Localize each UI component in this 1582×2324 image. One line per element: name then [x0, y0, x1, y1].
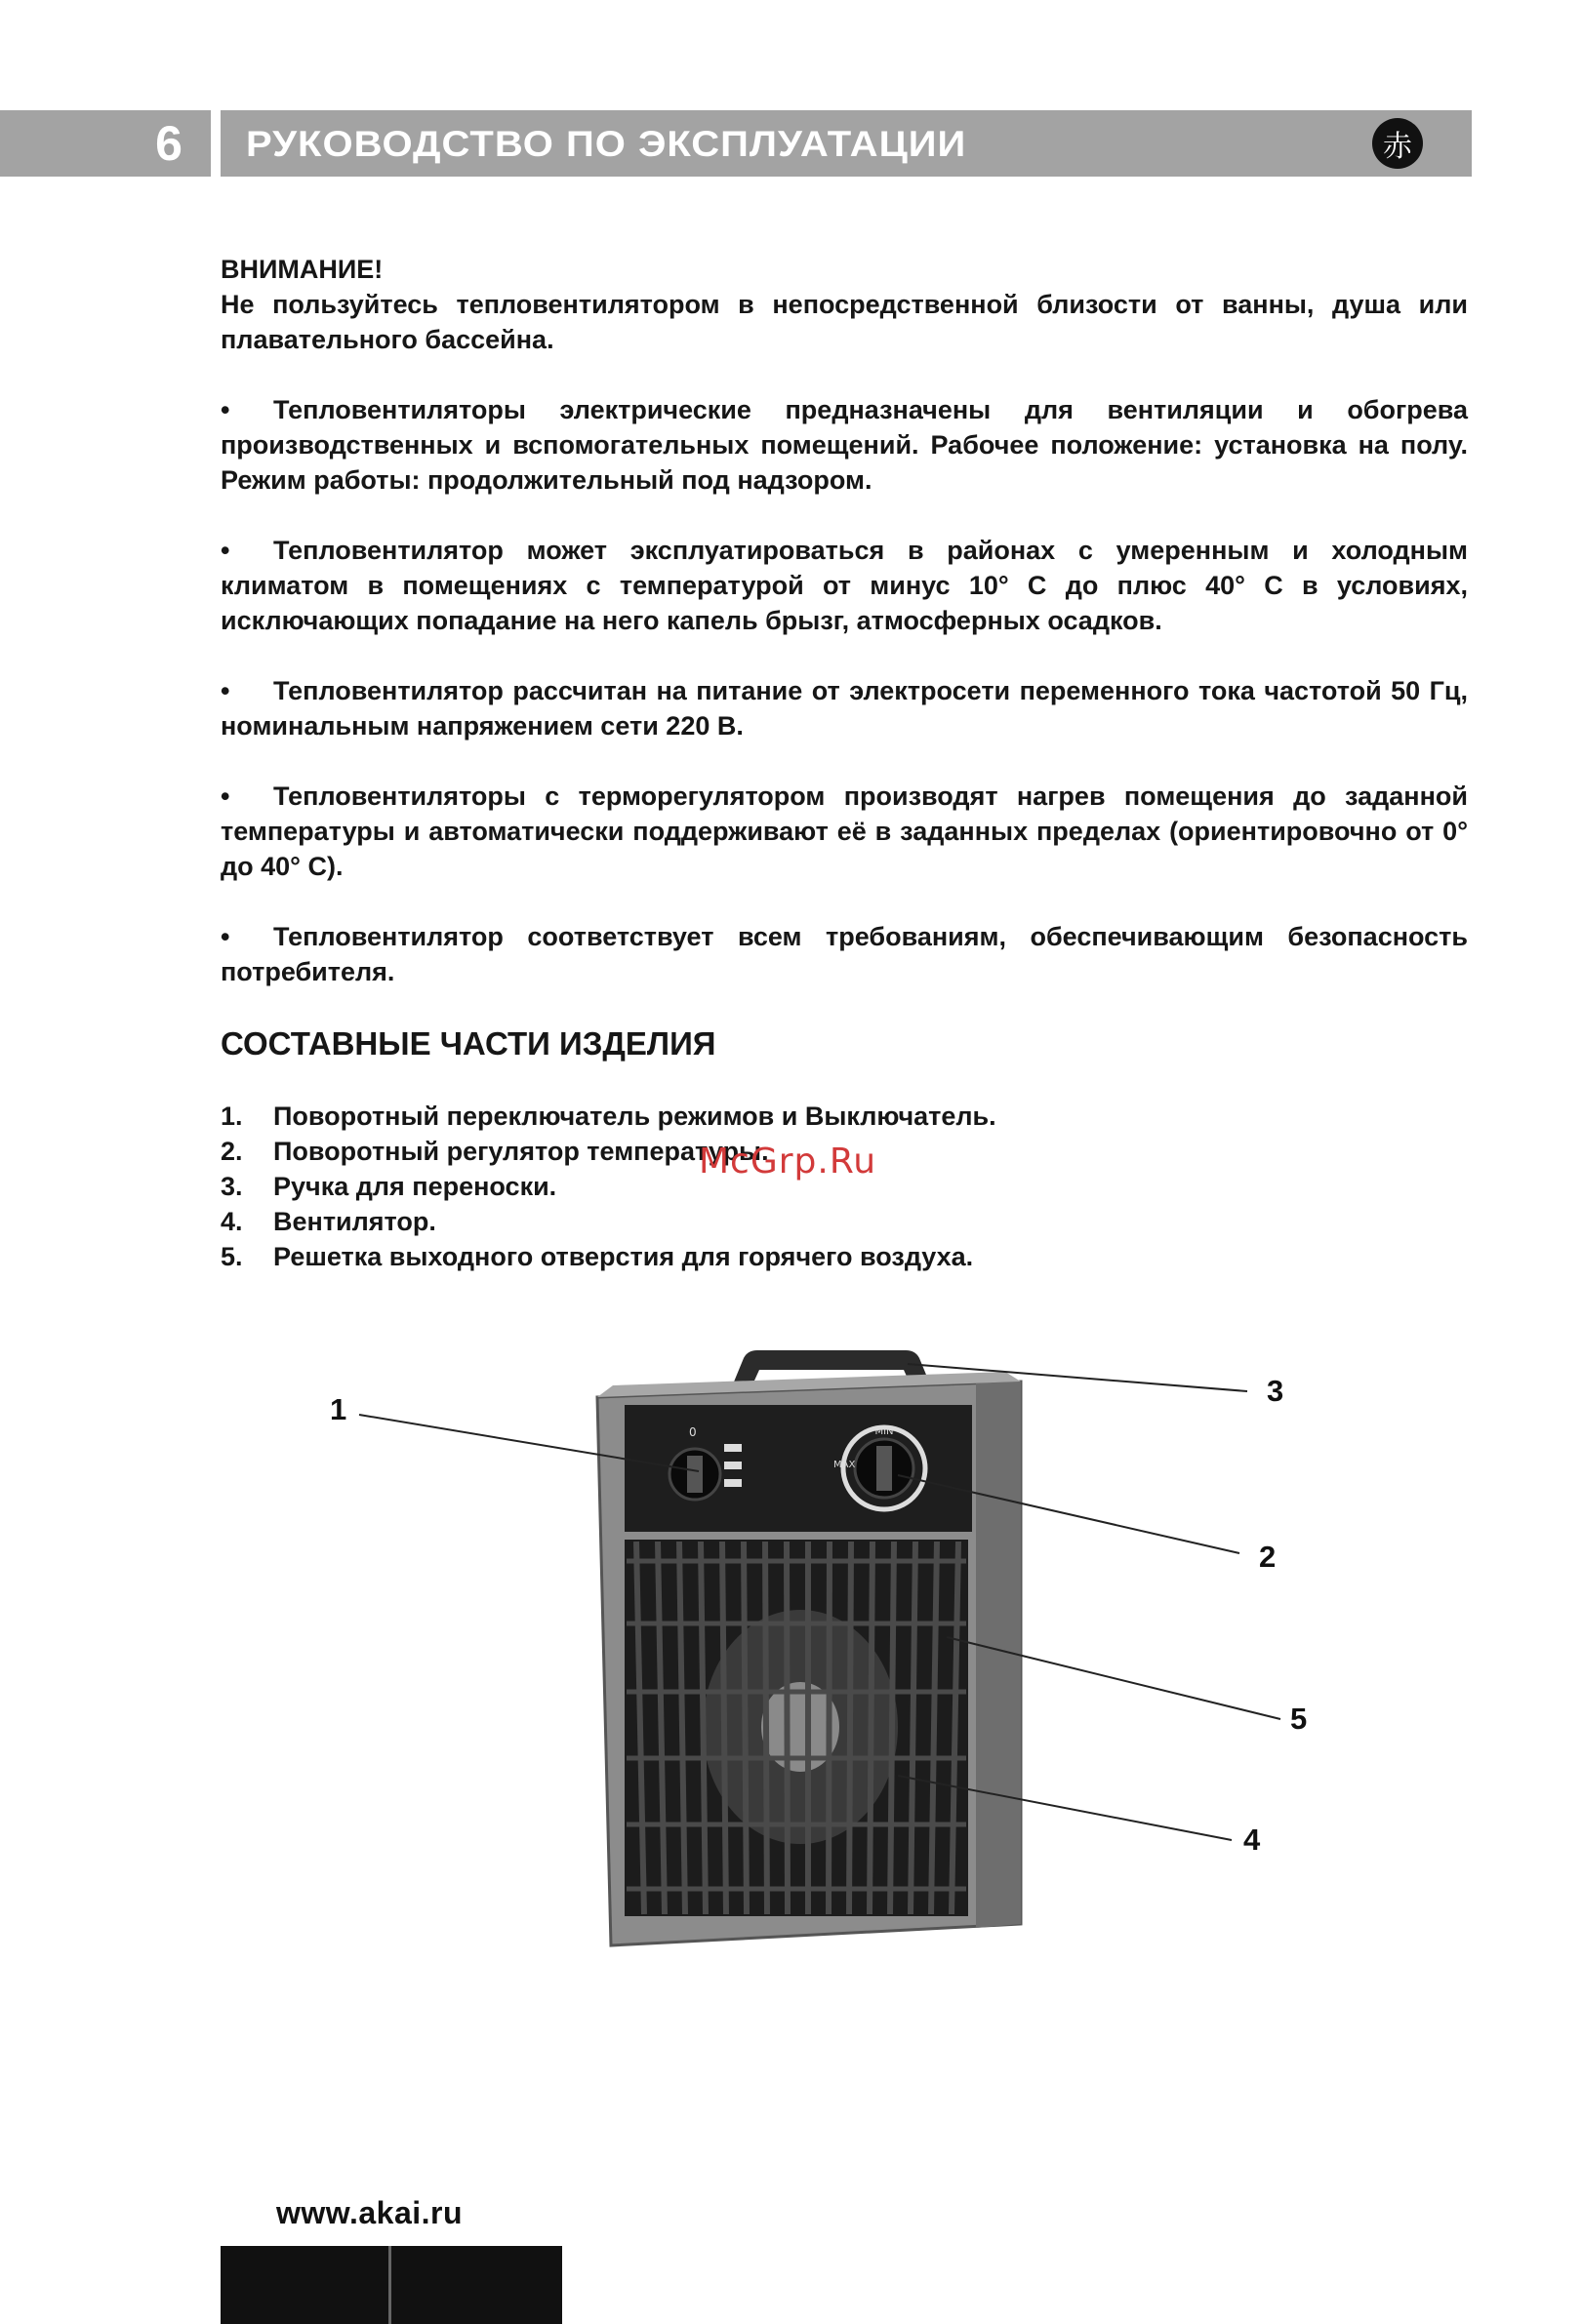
- bullet-paragraph: [221, 673, 1468, 743]
- list-item: [221, 1204, 1468, 1239]
- bullet-paragraph: [221, 392, 1468, 498]
- bullet-paragraph: [221, 779, 1468, 884]
- warning-title: ВНИМАНИЕ!: [221, 255, 384, 284]
- warning-text: Не пользуйтесь тепловентилятором в непосредственной близости от ванны, душа или плавательного бассейна.: [221, 290, 1468, 354]
- bullet-paragraph: [221, 533, 1468, 638]
- warning-paragraph: [221, 252, 1468, 357]
- list-item-number: 5.: [221, 1242, 243, 1271]
- callout-1: 1: [330, 1392, 347, 1426]
- temperature-knob-min: MIN: [874, 1426, 894, 1437]
- callout-5: 5: [1290, 1702, 1308, 1736]
- list-item-number: 1.: [221, 1102, 243, 1131]
- bullet-text: Тепловентиляторы электрические предназначены для вентиляции и обогрева производственных и вспомогательных помещений. Рабочее положение: установка на полу. Режим работы: продолжительный под надзором.: [221, 395, 1468, 495]
- akai-logo-icon: 赤: [1372, 118, 1423, 169]
- footer-divider: [388, 2246, 391, 2324]
- bullet-text: Тепловентиляторы с терморегулятором производят нагрев помещения до заданной температуры и автоматически поддерживают её в заданных пределах (ориентировочно от 0° до 40° С).: [221, 781, 1468, 881]
- list-item-text: Решетка выходного отверстия для горячего воздуха.: [273, 1242, 974, 1271]
- page-number: 6: [155, 116, 183, 171]
- bullet-paragraph: [221, 919, 1468, 989]
- bullet-text: Тепловентилятор может эксплуатироваться в районах с умеренным и холодным климатом в помещениях с температурой от минус 10° С до плюс 40° С в условиях, исключающих попадание на него капель брызг, атмосферных осадков.: [221, 536, 1468, 635]
- page-title: РУКОВОДСТВО ПО ЭКСПЛУАТАЦИИ: [246, 124, 967, 165]
- bullet-icon: •: [221, 395, 230, 424]
- list-item-number: 4.: [221, 1207, 243, 1236]
- heater-illustration: [0, 1327, 1582, 1971]
- callout-4: 4: [1243, 1823, 1261, 1857]
- mode-switch-zero: 0: [689, 1425, 697, 1439]
- parts-section-title: СОСТАВНЫЕ ЧАСТИ ИЗДЕЛИЯ: [221, 1025, 716, 1062]
- list-item-text: Ручка для переноски.: [273, 1172, 557, 1201]
- list-item-text: Вентилятор.: [273, 1207, 436, 1236]
- bullet-text: Тепловентилятор соответствует всем требованиям, обеспечивающим безопасность потребителя.: [221, 922, 1468, 986]
- watermark: McGrp.Ru: [699, 1142, 877, 1182]
- callout-3: 3: [1267, 1374, 1284, 1408]
- bullet-icon: •: [221, 676, 230, 705]
- main-content: [221, 252, 1468, 1274]
- parts-list: [221, 1099, 1468, 1274]
- bullet-icon: •: [221, 781, 230, 811]
- list-item: [221, 1239, 1468, 1274]
- callout-2: 2: [1259, 1540, 1277, 1574]
- list-item-text: Поворотный регулятор температуры.: [273, 1137, 769, 1166]
- bullet-text: Тепловентилятор рассчитан на питание от электросети переменного тока частотой 50 Гц, номинальным напряжением сети 220 В.: [221, 676, 1468, 741]
- bullet-icon: •: [221, 536, 230, 565]
- list-item-number: 2.: [221, 1137, 243, 1166]
- footer-block: [221, 2246, 562, 2324]
- bullet-icon: •: [221, 922, 230, 951]
- list-item-text: Поворотный переключатель режимов и Выключатель.: [273, 1102, 996, 1131]
- heater-figure: [0, 1327, 1582, 1971]
- temperature-knob-max: MAX: [833, 1460, 856, 1470]
- list-item: [221, 1099, 1468, 1134]
- footer-url[interactable]: www.akai.ru: [276, 2195, 464, 2230]
- list-item-number: 3.: [221, 1172, 243, 1201]
